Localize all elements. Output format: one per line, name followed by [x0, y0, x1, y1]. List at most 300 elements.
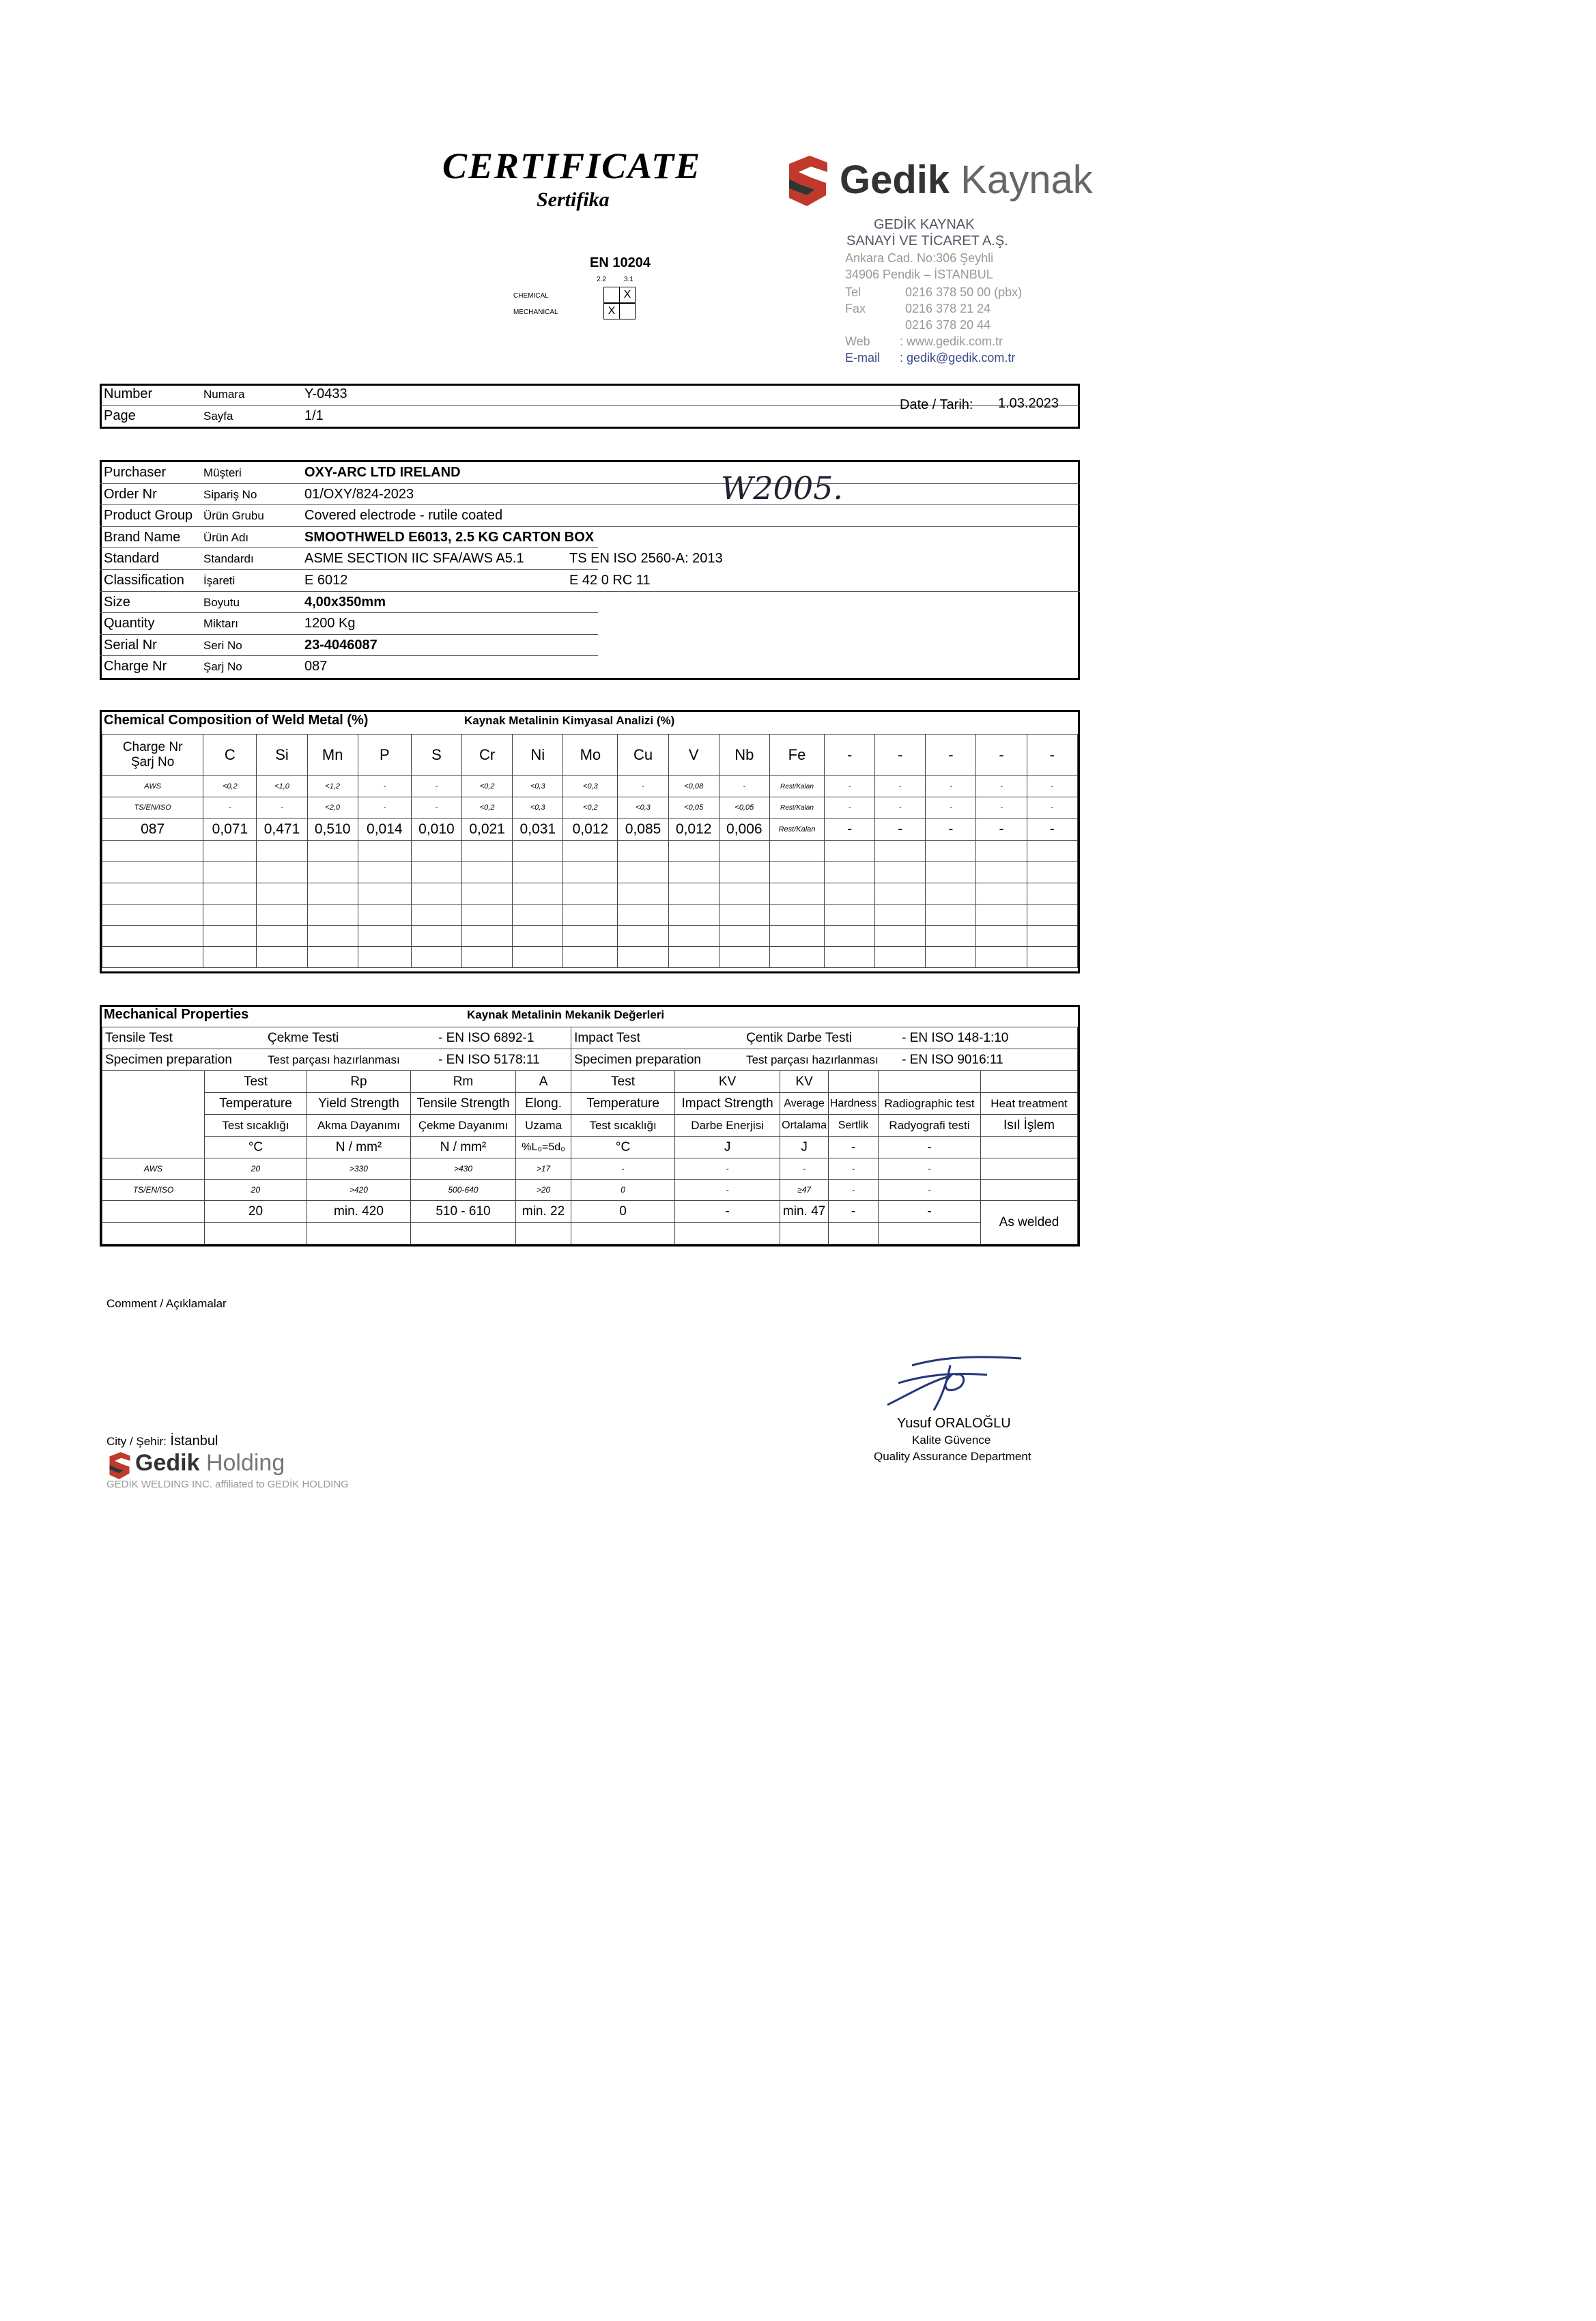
result-cell: 0,012	[563, 818, 618, 841]
blank-cell	[307, 883, 358, 905]
blank-cell	[307, 841, 358, 862]
tsen-limit-cell: <2,0	[307, 797, 358, 818]
info-value: 1200 Kg	[304, 616, 356, 631]
blank-cell	[829, 1071, 879, 1093]
aws-limit-cell: Rest/Kalan	[769, 776, 824, 797]
element-header: -	[1027, 735, 1077, 776]
blank-cell	[102, 1071, 205, 1093]
blank-cell	[875, 841, 926, 862]
specimen-prep-2-standard: - EN ISO 9016:11	[902, 1052, 1003, 1067]
blank-cell	[563, 883, 618, 905]
mech-aws-row	[102, 1158, 1078, 1180]
hdr-heat-treatment: Heat treatment	[980, 1093, 1077, 1115]
info-divider	[100, 634, 598, 635]
city-label: City / Şehir:	[106, 1435, 167, 1448]
gedik-logo-icon	[784, 154, 831, 208]
blank-cell	[1027, 926, 1077, 947]
mech-cell: -	[879, 1201, 981, 1223]
aws-limit-cell: -	[719, 776, 769, 797]
charge-header-en: Charge Nr	[122, 740, 183, 754]
unit-elong: %L₀=5d₀	[516, 1137, 571, 1158]
result-cell: 0,071	[203, 818, 257, 841]
element-header: -	[825, 735, 875, 776]
chem-title: Chemical Composition of Weld Metal (%)	[104, 713, 369, 728]
blank-cell	[618, 905, 668, 926]
blank-cell	[719, 883, 769, 905]
tensile-test-row	[102, 1027, 571, 1049]
blank-cell	[102, 1115, 205, 1137]
blank-cell	[563, 841, 618, 862]
blank-cell	[102, 926, 203, 947]
aws-limit-cell: -	[358, 776, 411, 797]
blank-cell	[102, 1223, 205, 1244]
info-label: Product Group	[104, 508, 193, 524]
result-row	[102, 818, 1078, 841]
blank-cell	[358, 862, 411, 883]
col-22-label: 2.2	[597, 276, 606, 283]
blank-cell	[618, 947, 668, 968]
hdr-test-sicakligi: Test sıcaklığı	[204, 1115, 307, 1137]
hdr-radiographic: Radiographic test	[879, 1093, 981, 1115]
blank-cell	[203, 905, 257, 926]
impact-test-row	[571, 1027, 1078, 1049]
blank-row	[102, 905, 1078, 926]
mech-cell: ≥47	[780, 1180, 829, 1201]
blank-cell	[358, 947, 411, 968]
heat-treatment-cell: As welded	[980, 1201, 1077, 1244]
info-divider	[100, 504, 1080, 505]
element-header: -	[875, 735, 926, 776]
info-value: OXY-ARC LTD IRELAND	[304, 465, 461, 480]
mech-22-checkbox: X	[603, 303, 620, 319]
blank-cell	[203, 862, 257, 883]
info-value: 087	[304, 659, 328, 674]
mech-cell: >330	[307, 1158, 410, 1180]
holding-subtitle: GEDİK WELDING INC. affiliated to GEDİK HOLDING	[106, 1479, 349, 1490]
holding-logo-text: Gedik Holding	[135, 1450, 285, 1476]
hdr-kv: KV	[675, 1071, 780, 1093]
info-divider	[100, 591, 1080, 592]
blank-cell	[1027, 862, 1077, 883]
specimen-prep-standard: - EN ISO 5178:11	[438, 1052, 540, 1067]
blank-cell	[926, 905, 976, 926]
info-label-tr: Müşteri	[203, 466, 242, 479]
mech-cell: TS/EN/ISO	[102, 1180, 205, 1201]
tsen-limit-cell: -	[1027, 797, 1077, 818]
blank-cell	[411, 905, 461, 926]
signer-name: Yusuf ORALOĞLU	[897, 1416, 1011, 1431]
result-cell: -	[1027, 818, 1077, 841]
mech-result-row	[102, 1201, 1078, 1223]
hdr-temperature-2: Temperature	[571, 1093, 675, 1115]
tsen-limit-cell: <0,2	[563, 797, 618, 818]
blank-row	[102, 926, 1078, 947]
mech-title: Mechanical Properties	[104, 1007, 249, 1022]
info-label: Purchaser	[104, 465, 167, 480]
aws-limit-cell: <0,08	[668, 776, 719, 797]
fax-value-1: 0216 378 21 24	[905, 302, 991, 315]
blank-cell	[719, 926, 769, 947]
hdr-average: Average	[780, 1093, 829, 1115]
mech-cell: >430	[410, 1158, 515, 1180]
blank-cell	[257, 947, 307, 968]
aws-row	[102, 776, 1078, 797]
aws-limit-cell: <0,2	[462, 776, 513, 797]
blank-cell	[825, 905, 875, 926]
fax-value-2: 0216 378 20 44	[905, 318, 991, 332]
blank-cell	[358, 926, 411, 947]
info-value: ASME SECTION IIC SFA/AWS A5.1	[304, 551, 524, 567]
blank-cell	[462, 883, 513, 905]
blank-row	[102, 841, 1078, 862]
hdr-rp: Rp	[307, 1071, 410, 1093]
result-cell: 0,085	[618, 818, 668, 841]
mech-cell: >17	[516, 1158, 571, 1180]
blank-cell	[571, 1223, 675, 1244]
impact-test-label-tr: Çentik Darbe Testi	[746, 1030, 852, 1045]
mech-cell: 500-640	[410, 1180, 515, 1201]
hdr-test-sicakligi-2: Test sıcaklığı	[571, 1115, 675, 1137]
company-name: GEDİK KAYNAK	[874, 217, 975, 232]
mech-cell: 20	[204, 1158, 307, 1180]
element-header: Si	[257, 735, 307, 776]
blank-cell	[618, 883, 668, 905]
mech-cell: 20	[204, 1201, 307, 1223]
heat-treatment-cell	[980, 1180, 1077, 1201]
blank-cell	[102, 1093, 205, 1115]
info-label-tr: Sipariş No	[203, 487, 257, 501]
blank-cell	[204, 1223, 307, 1244]
blank-cell	[879, 1071, 981, 1093]
info-value-2: E 42 0 RC 11	[569, 573, 651, 588]
mech-cell: -	[675, 1201, 780, 1223]
blank-cell	[563, 905, 618, 926]
blank-cell	[769, 947, 824, 968]
hdr-sertlik: Sertlik	[829, 1115, 879, 1137]
aws-limit-cell: -	[926, 776, 976, 797]
info-label: Charge Nr	[104, 659, 167, 674]
blank-cell	[102, 905, 203, 926]
blank-cell	[307, 1223, 410, 1244]
blank-cell	[719, 947, 769, 968]
email-label: E-mail	[845, 351, 881, 365]
mech-cell: -	[829, 1158, 879, 1180]
blank-cell	[513, 947, 563, 968]
aws-limit-cell: -	[875, 776, 926, 797]
blank-cell	[875, 926, 926, 947]
unit-j-2: J	[780, 1137, 829, 1158]
result-cell: 0,021	[462, 818, 513, 841]
tsen-limit-cell: -	[203, 797, 257, 818]
hdr-a: A	[516, 1071, 571, 1093]
blank-cell	[1027, 883, 1077, 905]
chem-header-row	[102, 735, 1078, 776]
mech-cell: -	[829, 1201, 879, 1223]
email-value: : gedik@gedik.com.tr	[900, 351, 1016, 365]
tsen-row	[102, 797, 1078, 818]
info-label-tr: Ürün Adı	[203, 530, 249, 544]
blank-cell	[513, 926, 563, 947]
info-label-tr: Standardı	[203, 552, 254, 566]
chem-22-checkbox	[603, 287, 620, 303]
heat-treatment-cell	[980, 1158, 1077, 1180]
fax-label: Fax	[845, 302, 866, 315]
blank-cell	[513, 841, 563, 862]
blank-cell	[411, 883, 461, 905]
element-header: V	[668, 735, 719, 776]
blank-cell	[1027, 905, 1077, 926]
element-header: Mo	[563, 735, 618, 776]
info-label: Standard	[104, 551, 160, 567]
row-mechanical-label: MECHANICAL	[513, 309, 558, 316]
blank-cell	[668, 841, 719, 862]
blank-cell	[926, 841, 976, 862]
blank-cell	[926, 883, 976, 905]
hdr-yield-strength: Yield Strength	[307, 1093, 410, 1115]
tsen-limit-cell: -	[257, 797, 307, 818]
blank-cell	[1027, 947, 1077, 968]
hdr-rm: Rm	[410, 1071, 515, 1093]
info-value: E 6012	[304, 573, 348, 588]
blank-cell	[780, 1223, 829, 1244]
blank-cell	[358, 883, 411, 905]
blank-cell	[1027, 841, 1077, 862]
info-value-2: TS EN ISO 2560-A: 2013	[569, 551, 723, 567]
info-value: 01/OXY/824-2023	[304, 486, 414, 502]
specimen-prep-2-label: Specimen preparation	[574, 1052, 701, 1067]
tsen-limit-cell: TS/EN/ISO	[102, 797, 203, 818]
hdr-test-2: Test	[571, 1071, 675, 1093]
blank-cell	[875, 883, 926, 905]
info-value: SMOOTHWELD E6013, 2.5 KG CARTON BOX	[304, 529, 595, 545]
hdr-akma: Akma Dayanımı	[307, 1115, 410, 1137]
hdr-impact-strength: Impact Strength	[675, 1093, 780, 1115]
company-address-1: Ankara Cad. No:306 Şeyhli	[845, 251, 994, 265]
tensile-test-label-tr: Çekme Testi	[268, 1030, 339, 1045]
specimen-prep-2-label-tr: Test parçası hazırlanması	[746, 1053, 879, 1066]
signer-title-en: Quality Assurance Department	[874, 1450, 1031, 1463]
blank-cell	[203, 947, 257, 968]
number-label: Number	[104, 386, 153, 401]
mech-cell: min. 47	[780, 1201, 829, 1223]
blank-cell	[769, 841, 824, 862]
blank-cell	[516, 1223, 571, 1244]
mech-cell: -	[675, 1158, 780, 1180]
blank-cell	[203, 926, 257, 947]
blank-cell	[825, 947, 875, 968]
mechanical-table	[102, 1027, 1078, 1244]
blank-cell	[829, 1223, 879, 1244]
unit-nmm-2: N / mm²	[410, 1137, 515, 1158]
tsen-limit-cell: -	[825, 797, 875, 818]
mech-cell: -	[675, 1180, 780, 1201]
mech-title-tr: Kaynak Metalinin Mekanik Değerleri	[467, 1008, 665, 1021]
mech-cell: -	[829, 1180, 879, 1201]
unit-c: °C	[204, 1137, 307, 1158]
result-cell: Rest/Kalan	[769, 818, 824, 841]
blank-cell	[719, 905, 769, 926]
mech-cell: -	[879, 1180, 981, 1201]
en10204-label: EN 10204	[590, 255, 651, 270]
specimen-prep-row	[102, 1049, 571, 1071]
blank-cell	[411, 841, 461, 862]
aws-limit-cell: <0,3	[513, 776, 563, 797]
aws-limit-cell: <0,2	[203, 776, 257, 797]
result-cell: -	[926, 818, 976, 841]
info-value: 4,00x350mm	[304, 594, 386, 610]
blank-cell	[102, 883, 203, 905]
blank-cell	[513, 862, 563, 883]
result-cell: 0,010	[411, 818, 461, 841]
element-header: -	[926, 735, 976, 776]
blank-cell	[102, 841, 203, 862]
result-cell: 0,006	[719, 818, 769, 841]
tsen-limit-cell: -	[411, 797, 461, 818]
blank-cell	[668, 883, 719, 905]
blank-cell	[203, 841, 257, 862]
chem-31-checkbox: X	[619, 287, 636, 303]
info-label-tr: İşareti	[203, 574, 236, 587]
element-header: P	[358, 735, 411, 776]
element-header: S	[411, 735, 461, 776]
blank-cell	[462, 905, 513, 926]
aws-limit-cell: -	[618, 776, 668, 797]
tsen-limit-cell: <0,3	[618, 797, 668, 818]
page-label-tr: Sayfa	[203, 410, 233, 423]
row-chemical-label: CHEMICAL	[513, 292, 549, 300]
tsen-limit-cell: <0,05	[719, 797, 769, 818]
unit-c-2: °C	[571, 1137, 675, 1158]
mech-cell: min. 22	[516, 1201, 571, 1223]
blank-cell	[875, 905, 926, 926]
signer-title-tr: Kalite Güvence	[912, 1434, 991, 1447]
info-value: 23-4046087	[304, 637, 377, 653]
mech-cell: 510 - 610	[410, 1201, 515, 1223]
blank-cell	[307, 862, 358, 883]
element-header: Nb	[719, 735, 769, 776]
blank-cell	[976, 926, 1027, 947]
certificate-subtitle: Sertifika	[537, 188, 610, 211]
blank-row	[102, 883, 1078, 905]
unit-radiographic: -	[879, 1137, 981, 1158]
mech-blank-row	[102, 1223, 1078, 1244]
blank-cell	[618, 926, 668, 947]
tensile-test-standard: - EN ISO 6892-1	[438, 1030, 535, 1045]
tsen-limit-cell: -	[976, 797, 1027, 818]
aws-limit-cell: <0,3	[563, 776, 618, 797]
info-label-tr: Miktarı	[203, 617, 238, 631]
blank-cell	[563, 947, 618, 968]
mech-cell: 0	[571, 1201, 675, 1223]
info-label-tr: Şarj No	[203, 660, 242, 674]
blank-cell	[513, 883, 563, 905]
blank-cell	[875, 862, 926, 883]
element-header: Fe	[769, 735, 824, 776]
page-value: 1/1	[304, 408, 324, 423]
company-name-2: SANAYİ VE TİCARET A.Ş.	[846, 233, 1008, 248]
signature-icon	[885, 1345, 1028, 1413]
chem-title-tr: Kaynak Metalinin Kimyasal Analizi (%)	[464, 714, 675, 727]
aws-limit-cell: AWS	[102, 776, 203, 797]
tensile-test-label: Tensile Test	[105, 1030, 173, 1045]
date-value: 1.03.2023	[998, 396, 1059, 411]
tsen-limit-cell: Rest/Kalan	[769, 797, 824, 818]
blank-cell	[825, 883, 875, 905]
blank-cell	[513, 905, 563, 926]
blank-cell	[976, 883, 1027, 905]
info-label: Order Nr	[104, 486, 157, 502]
result-cell: 0,031	[513, 818, 563, 841]
blank-cell	[879, 1223, 981, 1244]
blank-cell	[825, 926, 875, 947]
date-label: Date / Tarih:	[900, 397, 973, 412]
result-cell: 087	[102, 818, 203, 841]
blank-cell	[257, 841, 307, 862]
result-cell: 0,471	[257, 818, 307, 841]
info-divider	[100, 612, 598, 613]
blank-cell	[307, 926, 358, 947]
mech-cell: 0	[571, 1180, 675, 1201]
specimen-prep-label-tr: Test parçası hazırlanması	[268, 1053, 400, 1066]
comment-label: Comment / Açıklamalar	[106, 1297, 227, 1310]
blank-cell	[462, 841, 513, 862]
tsen-limit-cell: -	[926, 797, 976, 818]
result-cell: 0,510	[307, 818, 358, 841]
info-divider	[100, 569, 598, 570]
certificate-title: CERTIFICATE	[442, 145, 702, 186]
number-label-tr: Numara	[203, 388, 245, 401]
blank-cell	[257, 883, 307, 905]
blank-cell	[563, 862, 618, 883]
city-value: İstanbul	[170, 1434, 218, 1449]
info-label: Size	[104, 594, 130, 610]
blank-cell	[102, 1137, 205, 1158]
result-cell: -	[825, 818, 875, 841]
unit-j: J	[675, 1137, 780, 1158]
info-value: Covered electrode - rutile coated	[304, 508, 503, 524]
aws-limit-cell: -	[976, 776, 1027, 797]
blank-cell	[769, 883, 824, 905]
blank-cell	[980, 1137, 1077, 1158]
blank-cell	[976, 841, 1027, 862]
blank-cell	[618, 862, 668, 883]
info-label-tr: Seri No	[203, 638, 242, 652]
chemical-table	[102, 734, 1078, 968]
info-divider	[100, 526, 1080, 527]
info-label-tr: Ürün Grubu	[203, 509, 264, 523]
mech-cell: -	[780, 1158, 829, 1180]
hdr-kv-2: KV	[780, 1071, 829, 1093]
blank-cell	[411, 862, 461, 883]
blank-cell	[719, 862, 769, 883]
hdr-elongation: Elong.	[516, 1093, 571, 1115]
mech-cell: AWS	[102, 1158, 205, 1180]
company-address-2: 34906 Pendik – İSTANBUL	[845, 268, 993, 281]
info-label: Classification	[104, 573, 184, 588]
element-header: Ni	[513, 735, 563, 776]
mech-cell: -	[879, 1158, 981, 1180]
mech-cell	[102, 1201, 205, 1223]
blank-cell	[410, 1223, 515, 1244]
blank-cell	[358, 841, 411, 862]
mech-cell: >20	[516, 1180, 571, 1201]
blank-cell	[462, 947, 513, 968]
info-divider	[100, 547, 598, 548]
impact-test-standard: - EN ISO 148-1:10	[902, 1030, 1009, 1045]
hdr-temperature: Temperature	[204, 1093, 307, 1115]
blank-cell	[926, 947, 976, 968]
result-cell: 0,014	[358, 818, 411, 841]
